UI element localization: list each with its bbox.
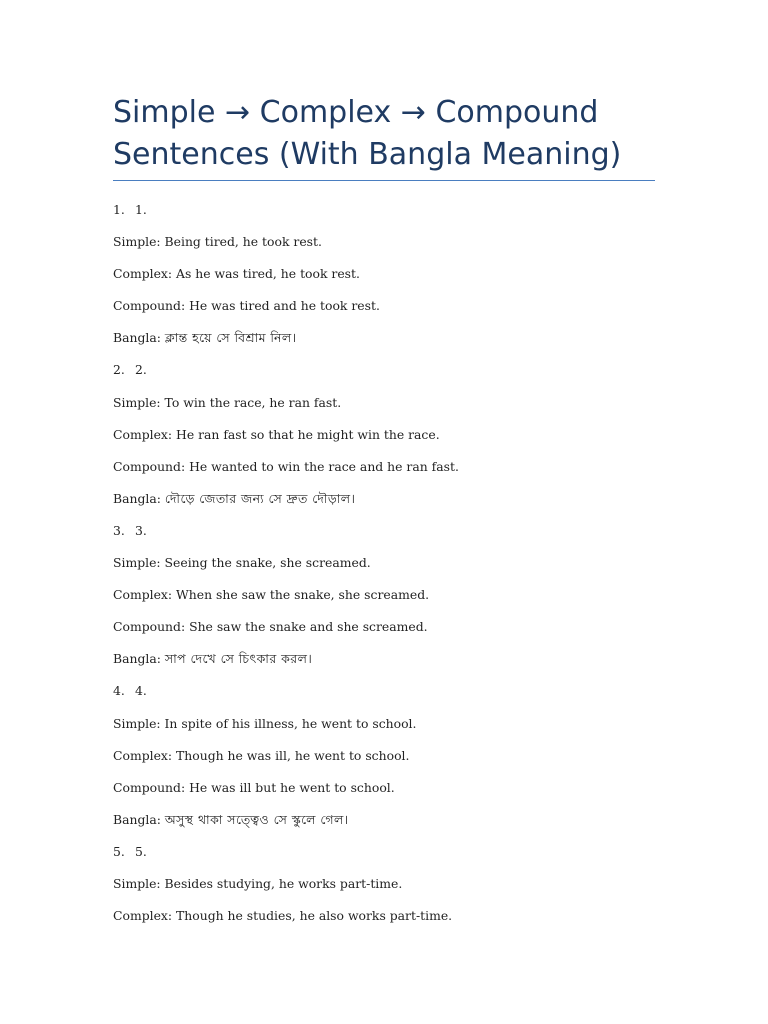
page-title-line-2: Sentences (With Bangla Meaning) [113,137,622,172]
bangla-text: দৌড়ে জেতার জন্য সে দ্রুত দৌড়াল। [164,490,356,506]
bangla-text: অসুস্থ থাকা সত্ত্বেও সে স্কুলে গেল। [164,811,349,827]
bangla-meaning [113,809,673,841]
compound-sentence: Compound: He was tired and he took rest. [113,298,380,314]
list-item-label: 3. [135,522,147,538]
list-item-label: 5. [135,843,147,859]
bangla-meaning [113,488,673,520]
list-item-number [113,199,673,231]
bangla-label: Bangla: [113,490,161,506]
complex-sentence: Complex: Though he was ill, he went to school. [113,747,410,763]
list-item-number [113,520,673,552]
compound-sentence: Compound: He wanted to win the race and he ran fast. [113,458,459,474]
compound-sentence: Compound: He was ill but he went to school. [113,779,395,795]
list-item-label: 2. [135,362,147,378]
simple-sentence: Simple: Seeing the snake, she screamed. [113,555,371,571]
bangla-text: ক্লান্ত হয়ে সে বিশ্রাম নিল। [164,330,297,346]
list-item-number [113,841,673,873]
complex-sentence: Complex: He ran fast so that he might win the race. [113,426,440,442]
list-item-number [113,680,673,712]
list-marker: 3. [113,522,125,538]
simple-sentence: Simple: To win the race, he ran fast. [113,394,342,410]
complex-sentence: Complex: As he was tired, he took rest. [113,266,360,282]
list-item-label: 1. [135,202,147,217]
bangla-meaning [113,648,673,680]
page-title [113,92,658,176]
list-item-label: 4. [135,683,147,699]
list-item-number [113,359,673,391]
compound-sentence: Compound: She saw the snake and she screamed. [113,619,428,635]
list-marker: 1. [113,202,125,217]
simple-sentence: Simple: Besides studying, he works part-time. [113,875,403,891]
bangla-label: Bangla: [113,811,161,827]
bangla-meaning [113,327,673,359]
complex-sentence: Complex: Though he studies, he also works part-time. [113,908,453,924]
bangla-text: সাপ দেখে সে চিৎকার করল। [164,651,313,667]
title-underline-divider [113,180,655,181]
page-title-line-1: Simple → Complex → Compound [113,95,599,130]
document-body [113,199,673,937]
complex-sentence: Complex: When she saw the snake, she screamed. [113,587,430,603]
list-marker: 2. [113,362,125,378]
list-marker: 4. [113,683,125,699]
list-marker: 5. [113,843,125,859]
bangla-label: Bangla: [113,651,161,667]
bangla-label: Bangla: [113,330,161,346]
simple-sentence: Simple: Being tired, he took rest. [113,234,322,250]
simple-sentence: Simple: In spite of his illness, he went to school. [113,715,417,731]
